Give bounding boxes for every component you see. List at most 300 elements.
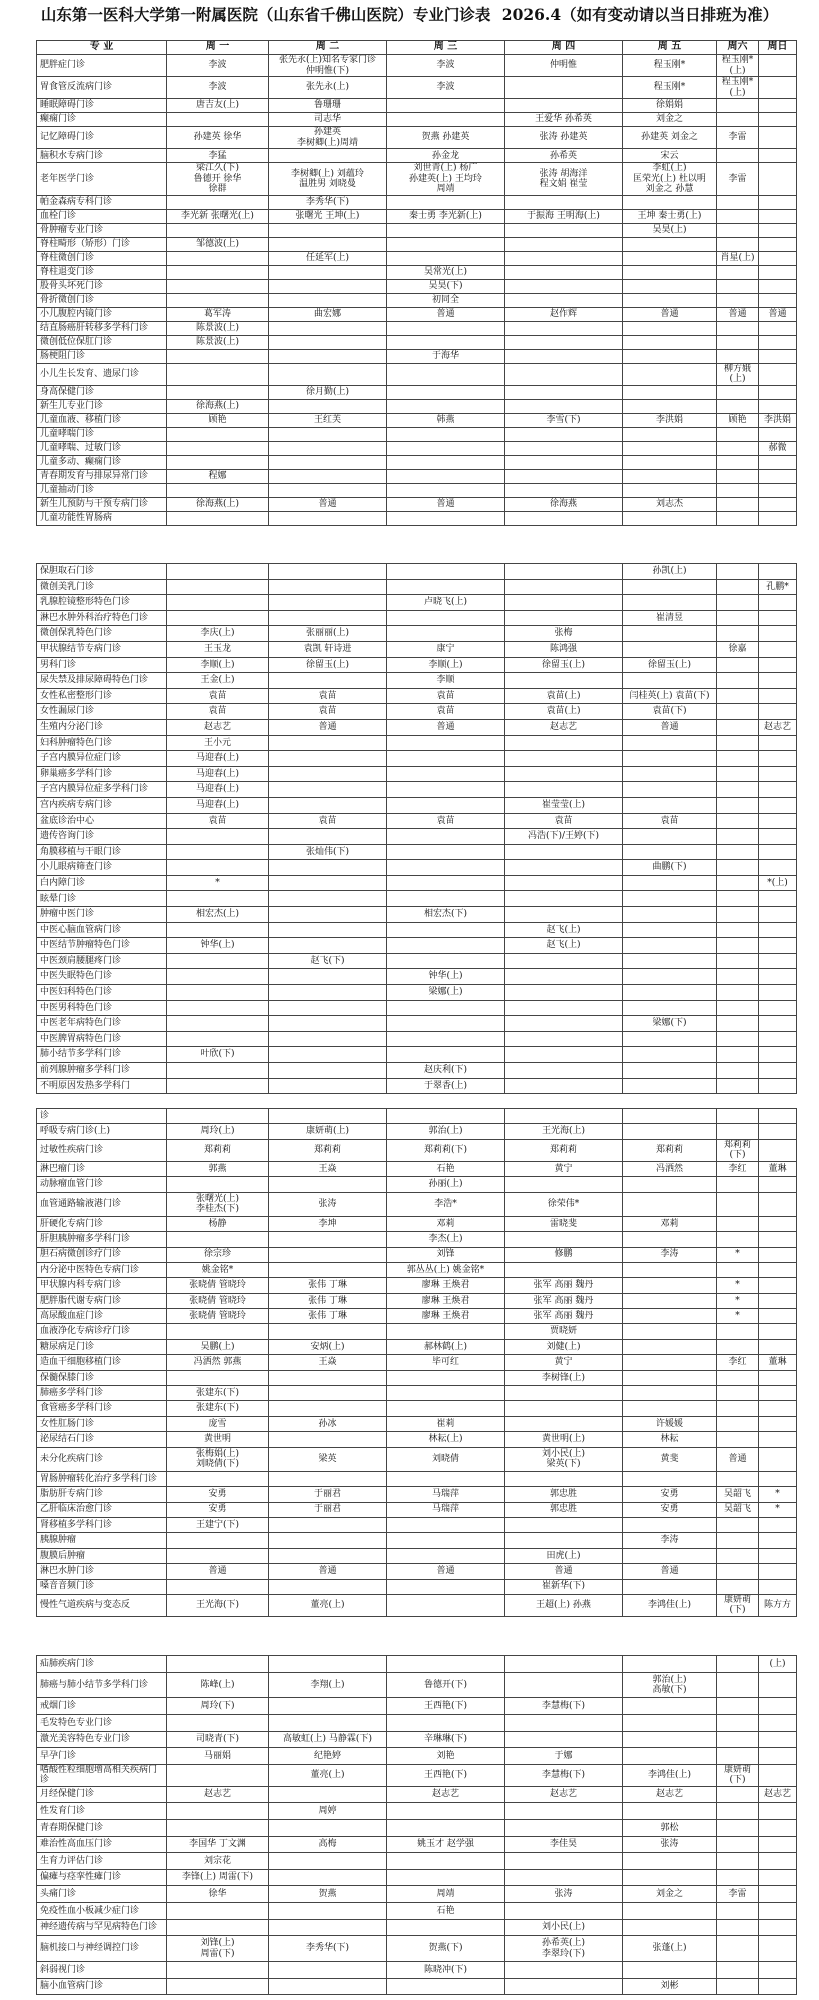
schedule-cell [717, 1820, 759, 1837]
schedule-cell: 孙建英 李树卿(上)周靖 [269, 127, 387, 149]
schedule-cell: 李洪娟 [623, 413, 717, 427]
schedule-cell: 马瑞萍 [387, 1487, 505, 1502]
schedule-cell: 刘锋(上) 周雷(下) [167, 1936, 269, 1962]
schedule-cell [269, 1047, 387, 1063]
schedule-cell [167, 113, 269, 127]
schedule-cell [717, 1731, 759, 1748]
schedule-cell: 姚金铭* [167, 1262, 269, 1277]
schedule-cell [759, 564, 797, 580]
schedule-cell [269, 782, 387, 798]
schedule-cell [269, 1471, 387, 1486]
table-row [37, 1386, 797, 1401]
schedule-cell: 刘小民(上) 梁英(下) [505, 1447, 623, 1471]
schedule-cell: 董亮(上) [269, 1764, 387, 1786]
table-row [37, 1936, 797, 1962]
schedule-cell: 李鸿佳(上) [623, 1764, 717, 1786]
schedule-cell: 相宏杰(上) [167, 907, 269, 923]
schedule-cell: 张涛 [505, 1886, 623, 1903]
schedule-cell: 李树锋(上) [505, 1370, 623, 1385]
schedule-cell: 于丽君 [269, 1487, 387, 1502]
department-cell: 中医老年病特色门诊 [37, 1016, 167, 1032]
schedule-cell [759, 223, 797, 237]
schedule-cell: *(上) [759, 875, 797, 891]
table-row [37, 719, 797, 735]
schedule-cell [623, 1731, 717, 1748]
schedule-cell [623, 1853, 717, 1870]
schedule-cell: 郭松 [623, 1820, 717, 1837]
schedule-cell [759, 1370, 797, 1385]
table-row [37, 1886, 797, 1903]
table-row [37, 797, 797, 813]
schedule-cell: 袁苗(上) [505, 688, 623, 704]
table-row [37, 113, 797, 127]
schedule-cell: 初同全 [387, 293, 505, 307]
schedule-cell: 李涛 [623, 1533, 717, 1548]
schedule-cell: 李慧梅(下) [505, 1764, 623, 1786]
department-cell: 糖尿病足门诊 [37, 1339, 167, 1354]
schedule-cell [623, 1548, 717, 1563]
schedule-cell: 林耘(上) [387, 1432, 505, 1447]
schedule-cell: 袁苗 [387, 704, 505, 720]
schedule-cell: 普通 [387, 719, 505, 735]
schedule-cell: 王超(上) 孙燕 [505, 1594, 623, 1616]
schedule-cell: 赵志艺 [387, 1786, 505, 1803]
schedule-cell [269, 1786, 387, 1803]
schedule-cell [623, 766, 717, 782]
schedule-cell [759, 1139, 797, 1161]
date-note: 2026.4（如有变动请以当日排班为准） [501, 5, 779, 24]
schedule-cell: 普通 [387, 307, 505, 321]
schedule-cell [759, 751, 797, 767]
department-cell: 帕金森病专科门诊 [37, 195, 167, 209]
schedule-cell: 赵庆利(下) [387, 1063, 505, 1079]
schedule-cell [717, 1370, 759, 1385]
department-cell: 胆石病微创诊疗门诊 [37, 1247, 167, 1262]
schedule-cell: 李顺 [387, 673, 505, 689]
schedule-cell [623, 844, 717, 860]
schedule-cell [167, 579, 269, 595]
schedule-cell [269, 427, 387, 441]
schedule-cell: 普通 [387, 1564, 505, 1579]
schedule-cell: 徐海燕(上) [167, 497, 269, 511]
schedule-cell [759, 149, 797, 163]
schedule-cell [167, 860, 269, 876]
department-cell: 白内障门诊 [37, 875, 167, 891]
schedule-cell [387, 1386, 505, 1401]
table-row [37, 1820, 797, 1837]
schedule-cell: 张曙光(上) 李桂杰(下) [167, 1192, 269, 1216]
schedule-cell [269, 751, 387, 767]
table-row [37, 237, 797, 251]
schedule-cell [505, 1416, 623, 1431]
schedule-cell [269, 293, 387, 307]
schedule-cell [505, 1262, 623, 1277]
schedule-cell: 孙凯(上) [623, 564, 717, 580]
schedule-cell [167, 1324, 269, 1339]
schedule-cell [269, 441, 387, 455]
column-header-day: 周 三 [387, 41, 505, 55]
schedule-cell [759, 1016, 797, 1032]
department-cell: 嗜酸性粒细胞增高相关疾病门诊 [37, 1764, 167, 1786]
schedule-cell [269, 1869, 387, 1886]
schedule-cell: 普通 [717, 307, 759, 321]
schedule-cell [387, 564, 505, 580]
department-cell: 尿失禁及排尿障碍特色门诊 [37, 673, 167, 689]
table-row [37, 1247, 797, 1262]
schedule-cell [759, 1386, 797, 1401]
department-cell: 脑小血管病门诊 [37, 1978, 167, 1995]
schedule-cell: 石艳 [387, 1903, 505, 1920]
schedule-cell [387, 511, 505, 525]
schedule-cell [387, 1656, 505, 1673]
schedule-cell [717, 455, 759, 469]
schedule-cell: 郭治(上) [387, 1124, 505, 1139]
schedule-cell [387, 751, 505, 767]
schedule-cell [269, 1548, 387, 1563]
schedule-cell [167, 349, 269, 363]
table-row [37, 413, 797, 427]
schedule-cell [167, 564, 269, 580]
table-row [37, 1715, 797, 1732]
schedule-cell [759, 1903, 797, 1920]
schedule-cell: 李雷 [717, 163, 759, 196]
department-cell: 血栓门诊 [37, 209, 167, 223]
schedule-cell [167, 985, 269, 1001]
table-row [37, 875, 797, 891]
schedule-cell [717, 99, 759, 113]
table-row [37, 1487, 797, 1502]
schedule-cell: 徐华 [167, 1886, 269, 1903]
department-cell: 肿瘤中医门诊 [37, 907, 167, 923]
schedule-cell: 梁娜(下) [623, 1016, 717, 1032]
schedule-cell: 李国华 丁文渊 [167, 1836, 269, 1853]
schedule-cell: 于振海 王明海(上) [505, 209, 623, 223]
schedule-cell [759, 1309, 797, 1324]
schedule-cell [387, 321, 505, 335]
schedule-cell [505, 237, 623, 251]
schedule-cell [505, 335, 623, 349]
schedule-cell [167, 1063, 269, 1079]
schedule-cell [759, 1748, 797, 1765]
schedule-cell [759, 1216, 797, 1231]
table-row [37, 1124, 797, 1139]
table-row [37, 564, 797, 580]
schedule-cell [717, 209, 759, 223]
schedule-cell [269, 237, 387, 251]
table-row [37, 77, 797, 99]
schedule-cell: 张晓倩 管晓玲 [167, 1278, 269, 1293]
schedule-cell [717, 610, 759, 626]
schedule-cell [269, 1962, 387, 1979]
table-row [37, 1063, 797, 1079]
schedule-cell [759, 782, 797, 798]
column-header-row [37, 41, 797, 55]
schedule-cell [623, 829, 717, 845]
schedule-cell [759, 1533, 797, 1548]
schedule-cell [269, 1262, 387, 1277]
schedule-cell [269, 1370, 387, 1385]
department-cell: 卵巢癌多学科门诊 [37, 766, 167, 782]
schedule-cell: 廖琳 王焕君 [387, 1278, 505, 1293]
schedule-cell: 李浩* [387, 1192, 505, 1216]
schedule-cell [623, 1370, 717, 1385]
schedule-cell [717, 1936, 759, 1962]
schedule-cell [387, 1978, 505, 1995]
schedule-cell: 张伟 丁琳 [269, 1309, 387, 1324]
department-cell: 动脉瘤血管门诊 [37, 1177, 167, 1192]
schedule-cell [505, 579, 623, 595]
schedule-cell [623, 1386, 717, 1401]
schedule-cell: 修鹏 [505, 1247, 623, 1262]
table-row [37, 1533, 797, 1548]
schedule-cell [717, 1919, 759, 1936]
schedule-cell: 冯洒然 [623, 1161, 717, 1176]
schedule-cell [505, 99, 623, 113]
table-row [37, 595, 797, 611]
schedule-cell [759, 455, 797, 469]
schedule-cell [759, 321, 797, 335]
schedule-cell [759, 1731, 797, 1748]
table-row [37, 321, 797, 335]
schedule-cell [505, 1232, 623, 1247]
schedule-cell: 袁苗 [269, 704, 387, 720]
department-cell: 脑机接口与神经调控门诊 [37, 1936, 167, 1962]
schedule-cell [269, 1177, 387, 1192]
schedule-cell [505, 907, 623, 923]
department-cell: 甲状腺结节专病门诊 [37, 641, 167, 657]
schedule-cell [269, 1978, 387, 1995]
schedule-cell [623, 969, 717, 985]
schedule-cell [717, 875, 759, 891]
schedule-cell [759, 195, 797, 209]
department-cell: 骨折微创门诊 [37, 293, 167, 307]
schedule-cell: 曲鹏(下) [623, 860, 717, 876]
schedule-cell [387, 441, 505, 455]
schedule-cell [387, 735, 505, 751]
department-cell: 儿童哮喘、过敏门诊 [37, 441, 167, 455]
schedule-cell [505, 321, 623, 335]
schedule-cell [623, 1000, 717, 1016]
schedule-cell: 程娜 [167, 469, 269, 483]
schedule-cell [269, 1063, 387, 1079]
table-row [37, 641, 797, 657]
schedule-cell [623, 469, 717, 483]
schedule-cell [623, 1309, 717, 1324]
schedule-cell: 邹德波(上) [167, 237, 269, 251]
table-row [37, 1192, 797, 1216]
table-row [37, 427, 797, 441]
schedule-cell [387, 953, 505, 969]
table-row [37, 1564, 797, 1579]
schedule-cell [717, 688, 759, 704]
schedule-cell: 李洪娟 [759, 413, 797, 427]
schedule-cell [269, 907, 387, 923]
schedule-cell [167, 195, 269, 209]
schedule-cell [759, 1886, 797, 1903]
schedule-cell [717, 735, 759, 751]
schedule-cell [387, 1579, 505, 1594]
department-cell: 疝肺疾病门诊 [37, 1656, 167, 1673]
schedule-cell [759, 969, 797, 985]
department-cell: 宫内疾病专病门诊 [37, 797, 167, 813]
schedule-cell [623, 782, 717, 798]
department-cell: 高尿酸血症门诊 [37, 1309, 167, 1324]
table-row [37, 751, 797, 767]
schedule-cell [717, 223, 759, 237]
schedule-cell [717, 1748, 759, 1765]
schedule-cell: 袁苗 [167, 704, 269, 720]
schedule-cell: 徐海燕(上) [167, 399, 269, 413]
schedule-cell: 张梅娟(上) 刘晓倩(下) [167, 1447, 269, 1471]
schedule-cell [387, 1000, 505, 1016]
schedule-cell [387, 483, 505, 497]
department-cell: 股骨头坏死门诊 [37, 279, 167, 293]
schedule-cell [269, 1656, 387, 1673]
schedule-cell [387, 797, 505, 813]
schedule-cell: 袁凯 轩诗进 [269, 641, 387, 657]
schedule-cell: 陈景波(上) [167, 321, 269, 335]
schedule-cell: 袁苗 [167, 813, 269, 829]
schedule-cell [387, 626, 505, 642]
schedule-cell [623, 265, 717, 279]
department-cell: 胃食管反流病门诊 [37, 77, 167, 99]
schedule-cell: 钟华(上) [167, 938, 269, 954]
schedule-cell [623, 1109, 717, 1124]
schedule-cell [623, 1869, 717, 1886]
schedule-cell: 李雪(下) [505, 413, 623, 427]
schedule-cell: 秦士勇 李光新(上) [387, 209, 505, 223]
schedule-cell [167, 922, 269, 938]
schedule-cell [717, 1339, 759, 1354]
schedule-cell [623, 1192, 717, 1216]
schedule-cell [759, 766, 797, 782]
schedule-cell [717, 766, 759, 782]
table-row [37, 1262, 797, 1277]
schedule-cell [387, 1594, 505, 1616]
schedule-cell: 李红 [717, 1161, 759, 1176]
schedule-cell [623, 1355, 717, 1370]
schedule-cell: 孔鹏* [759, 579, 797, 595]
schedule-cell [717, 1063, 759, 1079]
schedule-cell [717, 349, 759, 363]
schedule-cell [759, 953, 797, 969]
schedule-cell [505, 595, 623, 611]
table-row [37, 1903, 797, 1920]
schedule-cell: 李涛 [623, 1247, 717, 1262]
schedule-cell [269, 1579, 387, 1594]
schedule-cell [387, 1533, 505, 1548]
schedule-cell [269, 673, 387, 689]
schedule-cell [269, 1000, 387, 1016]
schedule-cell [759, 293, 797, 307]
schedule-cell [717, 1177, 759, 1192]
schedule-cell [269, 969, 387, 985]
schedule-cell: 王西艳(下) [387, 1764, 505, 1786]
schedule-cell: 黄宁 [505, 1355, 623, 1370]
schedule-cell [759, 113, 797, 127]
schedule-cell: 刘金之 [623, 113, 717, 127]
schedule-cell [505, 1869, 623, 1886]
schedule-cell: 贺燕(下) [387, 1936, 505, 1962]
schedule-cell: 邓莉 [623, 1216, 717, 1231]
schedule-cell [269, 1432, 387, 1447]
schedule-cell: 李杰(上) [387, 1232, 505, 1247]
table-row [37, 349, 797, 363]
schedule-cell [623, 1232, 717, 1247]
department-cell: 泌尿结石门诊 [37, 1432, 167, 1447]
department-cell: 淋巴水肿外科治疗特色门诊 [37, 610, 167, 626]
schedule-cell: 郑莉莉 [167, 1139, 269, 1161]
schedule-cell [759, 1416, 797, 1431]
department-cell: 中医心脑血管病门诊 [37, 922, 167, 938]
schedule-cell: 顾艳 [167, 413, 269, 427]
schedule-cell [167, 1978, 269, 1995]
schedule-cell [505, 1047, 623, 1063]
table-row [37, 483, 797, 497]
schedule-cell [623, 673, 717, 689]
schedule-cell [717, 1078, 759, 1094]
schedule-cell: 张晓倩 管晓玲 [167, 1309, 269, 1324]
schedule-cell [623, 1339, 717, 1354]
schedule-cell [759, 1471, 797, 1486]
schedule-cell [269, 363, 387, 385]
schedule-cell [505, 293, 623, 307]
schedule-cell [167, 455, 269, 469]
column-header-day: 周 四 [505, 41, 623, 55]
schedule-cell [387, 875, 505, 891]
schedule-cell [269, 321, 387, 335]
schedule-cell: 郭丛丛(上) 姚金铭* [387, 1262, 505, 1277]
schedule-cell [623, 797, 717, 813]
schedule-cell: 程玉刚*(上) [717, 77, 759, 99]
schedule-cell: 于海华 [387, 349, 505, 363]
schedule-cell [387, 1047, 505, 1063]
department-cell: 儿童血液、移植门诊 [37, 413, 167, 427]
schedule-cell [505, 251, 623, 265]
schedule-cell: 顾艳 [717, 413, 759, 427]
schedule-cell [167, 1919, 269, 1936]
schedule-cell: 高梅 [269, 1836, 387, 1853]
schedule-cell [717, 1124, 759, 1139]
schedule-cell: 韩燕 [387, 413, 505, 427]
schedule-cell: 张涛 孙建英 [505, 127, 623, 149]
schedule-cell [717, 829, 759, 845]
schedule-cell [717, 564, 759, 580]
schedule-cell: 袁苗 [167, 688, 269, 704]
table-row [37, 1919, 797, 1936]
schedule-cell: 鲁德开(下) [387, 1672, 505, 1698]
schedule-cell [505, 953, 623, 969]
schedule-cell [623, 511, 717, 525]
schedule-cell: 徐留玉(上) [269, 657, 387, 673]
schedule-cell [759, 1247, 797, 1262]
schedule-cell [759, 1262, 797, 1277]
schedule-cell [717, 1656, 759, 1673]
department-cell: 新生儿专业门诊 [37, 399, 167, 413]
table-row [37, 1370, 797, 1385]
table-row [37, 860, 797, 876]
schedule-cell: 程玉刚* [623, 77, 717, 99]
schedule-cell [167, 1232, 269, 1247]
schedule-cell: 周婷 [269, 1803, 387, 1820]
schedule-cell [623, 1698, 717, 1715]
schedule-cell [759, 399, 797, 413]
schedule-cell [167, 363, 269, 385]
schedule-cell [269, 735, 387, 751]
department-cell: 结直肠癌肝转移多学科门诊 [37, 321, 167, 335]
schedule-cell: 孙建英 刘金之 [623, 127, 717, 149]
department-cell: 小儿眼病筛查门诊 [37, 860, 167, 876]
